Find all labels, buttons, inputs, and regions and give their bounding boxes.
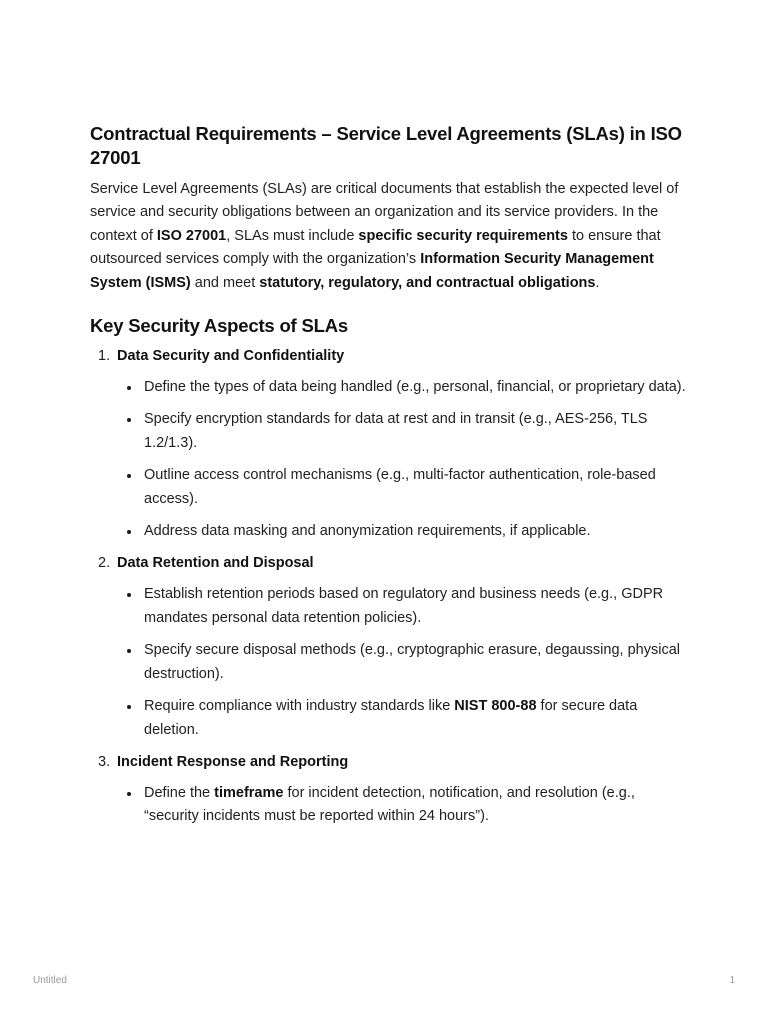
bullet-icon <box>126 464 144 511</box>
section-item <box>90 345 690 543</box>
list-item <box>126 408 690 455</box>
list-item <box>126 376 690 399</box>
document-title: Contractual Requirements – Service Level Agreements (SLAs) in ISO 27001 <box>90 123 682 168</box>
text-run: to ensure that outsourced services comply with the organization’s <box>90 227 661 268</box>
list-item <box>126 782 690 829</box>
text-run: , SLAs must include <box>226 227 359 244</box>
list-item <box>126 520 690 543</box>
document-page <box>90 122 690 838</box>
bullet-text <box>144 782 690 829</box>
text-run: Define the <box>144 784 215 801</box>
text-run: Specify encryption standards for data at rest and in transit (e.g., AES-256, TLS 1.2/1.3). <box>144 411 648 451</box>
bold-text: statutory, regulatory, and contractual obligations <box>259 274 596 291</box>
bold-text: ISO 27001 <box>156 227 227 244</box>
list-item <box>126 464 690 511</box>
section-header <box>98 751 690 773</box>
text-run: and meet <box>190 274 260 291</box>
section-title: Data Security and Confidentiality <box>117 348 345 365</box>
bullet-text <box>144 695 690 742</box>
text-run: for secure data deletion. <box>144 698 638 738</box>
footer-page-number: 1 <box>729 975 735 986</box>
bullet-list <box>126 583 690 741</box>
footer-document-name: Untitled <box>33 975 67 986</box>
bold-text: Information Security Management System (ISMS) <box>90 251 654 291</box>
bullet-icon <box>126 520 144 543</box>
text-run: . <box>595 274 600 291</box>
section-number: 3. <box>98 753 111 770</box>
text-run: Establish retention periods based on regulatory and business needs (e.g., GDPR mandates personal data retention policies). <box>144 586 664 626</box>
bullet-text <box>144 583 690 630</box>
bullet-text <box>144 520 690 543</box>
text-run: Service Level Agreements (SLAs) are critical documents that establish the expected level of service and security obligations between an organization and its service providers. In the context of <box>90 181 679 244</box>
section-heading: Key Security Aspects of SLAs <box>90 315 348 337</box>
section-item <box>90 552 690 741</box>
list-item <box>126 639 690 686</box>
text-run: Outline access control mechanisms (e.g., multi-factor authentication, role-based access). <box>144 467 656 507</box>
text-run: Define the types of data being handled (e.g., personal, financial, or proprietary data). <box>144 379 686 396</box>
section-item <box>90 751 690 829</box>
section-title: Data Retention and Disposal <box>117 555 314 572</box>
text-run: Require compliance with industry standards like <box>144 698 455 715</box>
bullet-icon <box>126 376 144 399</box>
bold-text: specific security requirements <box>358 227 568 244</box>
bullet-list <box>126 782 690 829</box>
bullet-icon <box>126 695 144 742</box>
text-run: Address data masking and anonymization requirements, if applicable. <box>144 523 591 540</box>
bullet-icon <box>126 639 144 686</box>
intro-paragraph <box>90 178 690 295</box>
bullet-icon <box>126 408 144 455</box>
section-number: 1. <box>98 348 111 365</box>
bold-text: NIST 800-88 <box>454 698 537 715</box>
section-header <box>98 345 690 367</box>
bullet-icon <box>126 583 144 630</box>
text-run: Specify secure disposal methods (e.g., cryptographic erasure, degaussing, physical destruction). <box>144 642 680 682</box>
list-item <box>126 583 690 630</box>
list-item <box>126 695 690 742</box>
text-run: for incident detection, notification, and resolution (e.g., “security incidents must be reported within 24 hours”). <box>144 784 635 825</box>
sections-list <box>90 345 690 829</box>
section-title: Incident Response and Reporting <box>117 753 349 770</box>
bullet-text <box>144 408 690 455</box>
bold-text: timeframe <box>214 784 284 801</box>
bullet-list <box>126 376 690 543</box>
bullet-text <box>144 464 690 511</box>
section-number: 2. <box>98 555 111 572</box>
bullet-text <box>144 376 690 399</box>
bullet-icon <box>126 782 144 829</box>
bullet-text <box>144 639 690 686</box>
section-header <box>98 552 690 574</box>
